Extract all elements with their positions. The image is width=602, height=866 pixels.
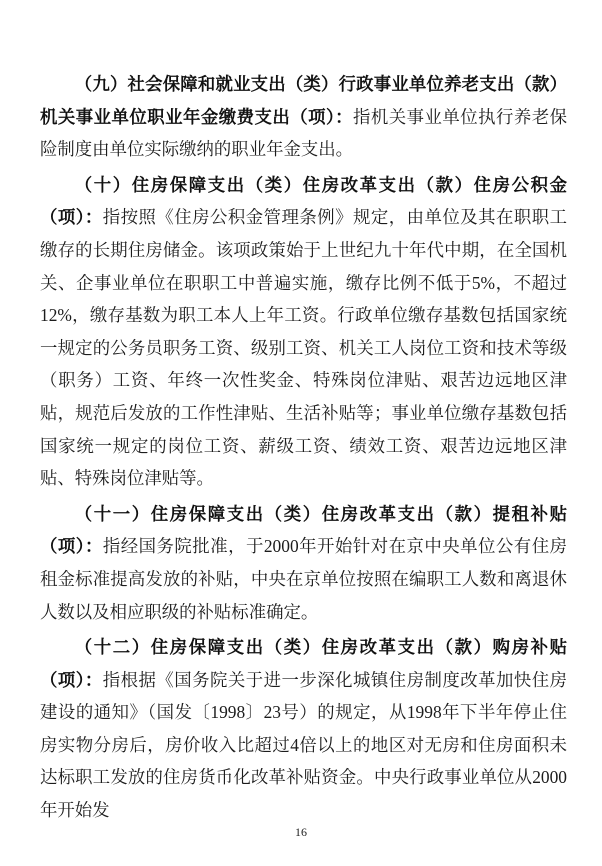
paragraph-9-heading: （九）社会保障和就业支出（类）行政事业单位养老支出（款）机关事业单位职业年金缴费支出（项）： [40, 74, 567, 127]
paragraph-12-text: 指根据《国务院关于进一步深化城镇住房制度改革加快住房建设的通知》（国发〔1998〕23号）的规定，从1998年下半年停止住房实物分房后，房价收入比超过4倍以上的地区对无房和住房面积未达标职工发放的住房货币化改革补贴资金。中央行政事业单位从2000年开始发 [40, 669, 567, 821]
paragraph-10-text: 指按照《住房公积金管理条例》规定，由单位及其在职职工缴存的长期住房储金。该项政策始于上世纪九十年代中期，在全国机关、企事业单位在职职工中普遍实施，缴存比例不低于5%，不超过12%，缴存基数为职工本人上年工资。行政单位缴存基数包括国家统一规定的公务员职务工资、级别工资、机关工人岗位工资和技术等级（职务）工资、年终一次性奖金、特殊岗位津贴、艰苦边远地区津贴，规范后发放的工作性津贴、生活补贴等；事业单位缴存基数包括国家统一规定的岗位工资、薪级工资、绩效工资、艰苦边远地区津贴、特殊岗位津贴等。 [40, 207, 567, 489]
paragraph-9-text: 指机关事业单位执行养老保险制度由单位实际缴纳的职业年金支出。 [40, 106, 567, 160]
document-body [40, 68, 567, 827]
paragraph-9 [40, 68, 567, 166]
paragraph-11 [40, 498, 567, 628]
paragraph-10 [40, 169, 567, 495]
page-number: 16 [295, 825, 307, 839]
paragraph-11-heading: （十一）住房保障支出（类）住房改革支出（款）提租补贴（项）： [40, 503, 567, 557]
paragraph-11-text: 指经国务院批准，于2000年开始针对在京中央单位公有住房租金标准提高发放的补贴，中央在京单位按照在编职工人数和离退休人数以及相应职级的补贴标准确定。 [40, 536, 567, 622]
paragraph-12-heading: （十二）住房保障支出（类）住房改革支出（款）购房补贴（项）： [40, 637, 567, 690]
paragraph-12 [40, 631, 567, 827]
paragraph-10-heading: （十）住房保障支出（类）住房改革支出（款）住房公积金（项）： [40, 174, 567, 228]
